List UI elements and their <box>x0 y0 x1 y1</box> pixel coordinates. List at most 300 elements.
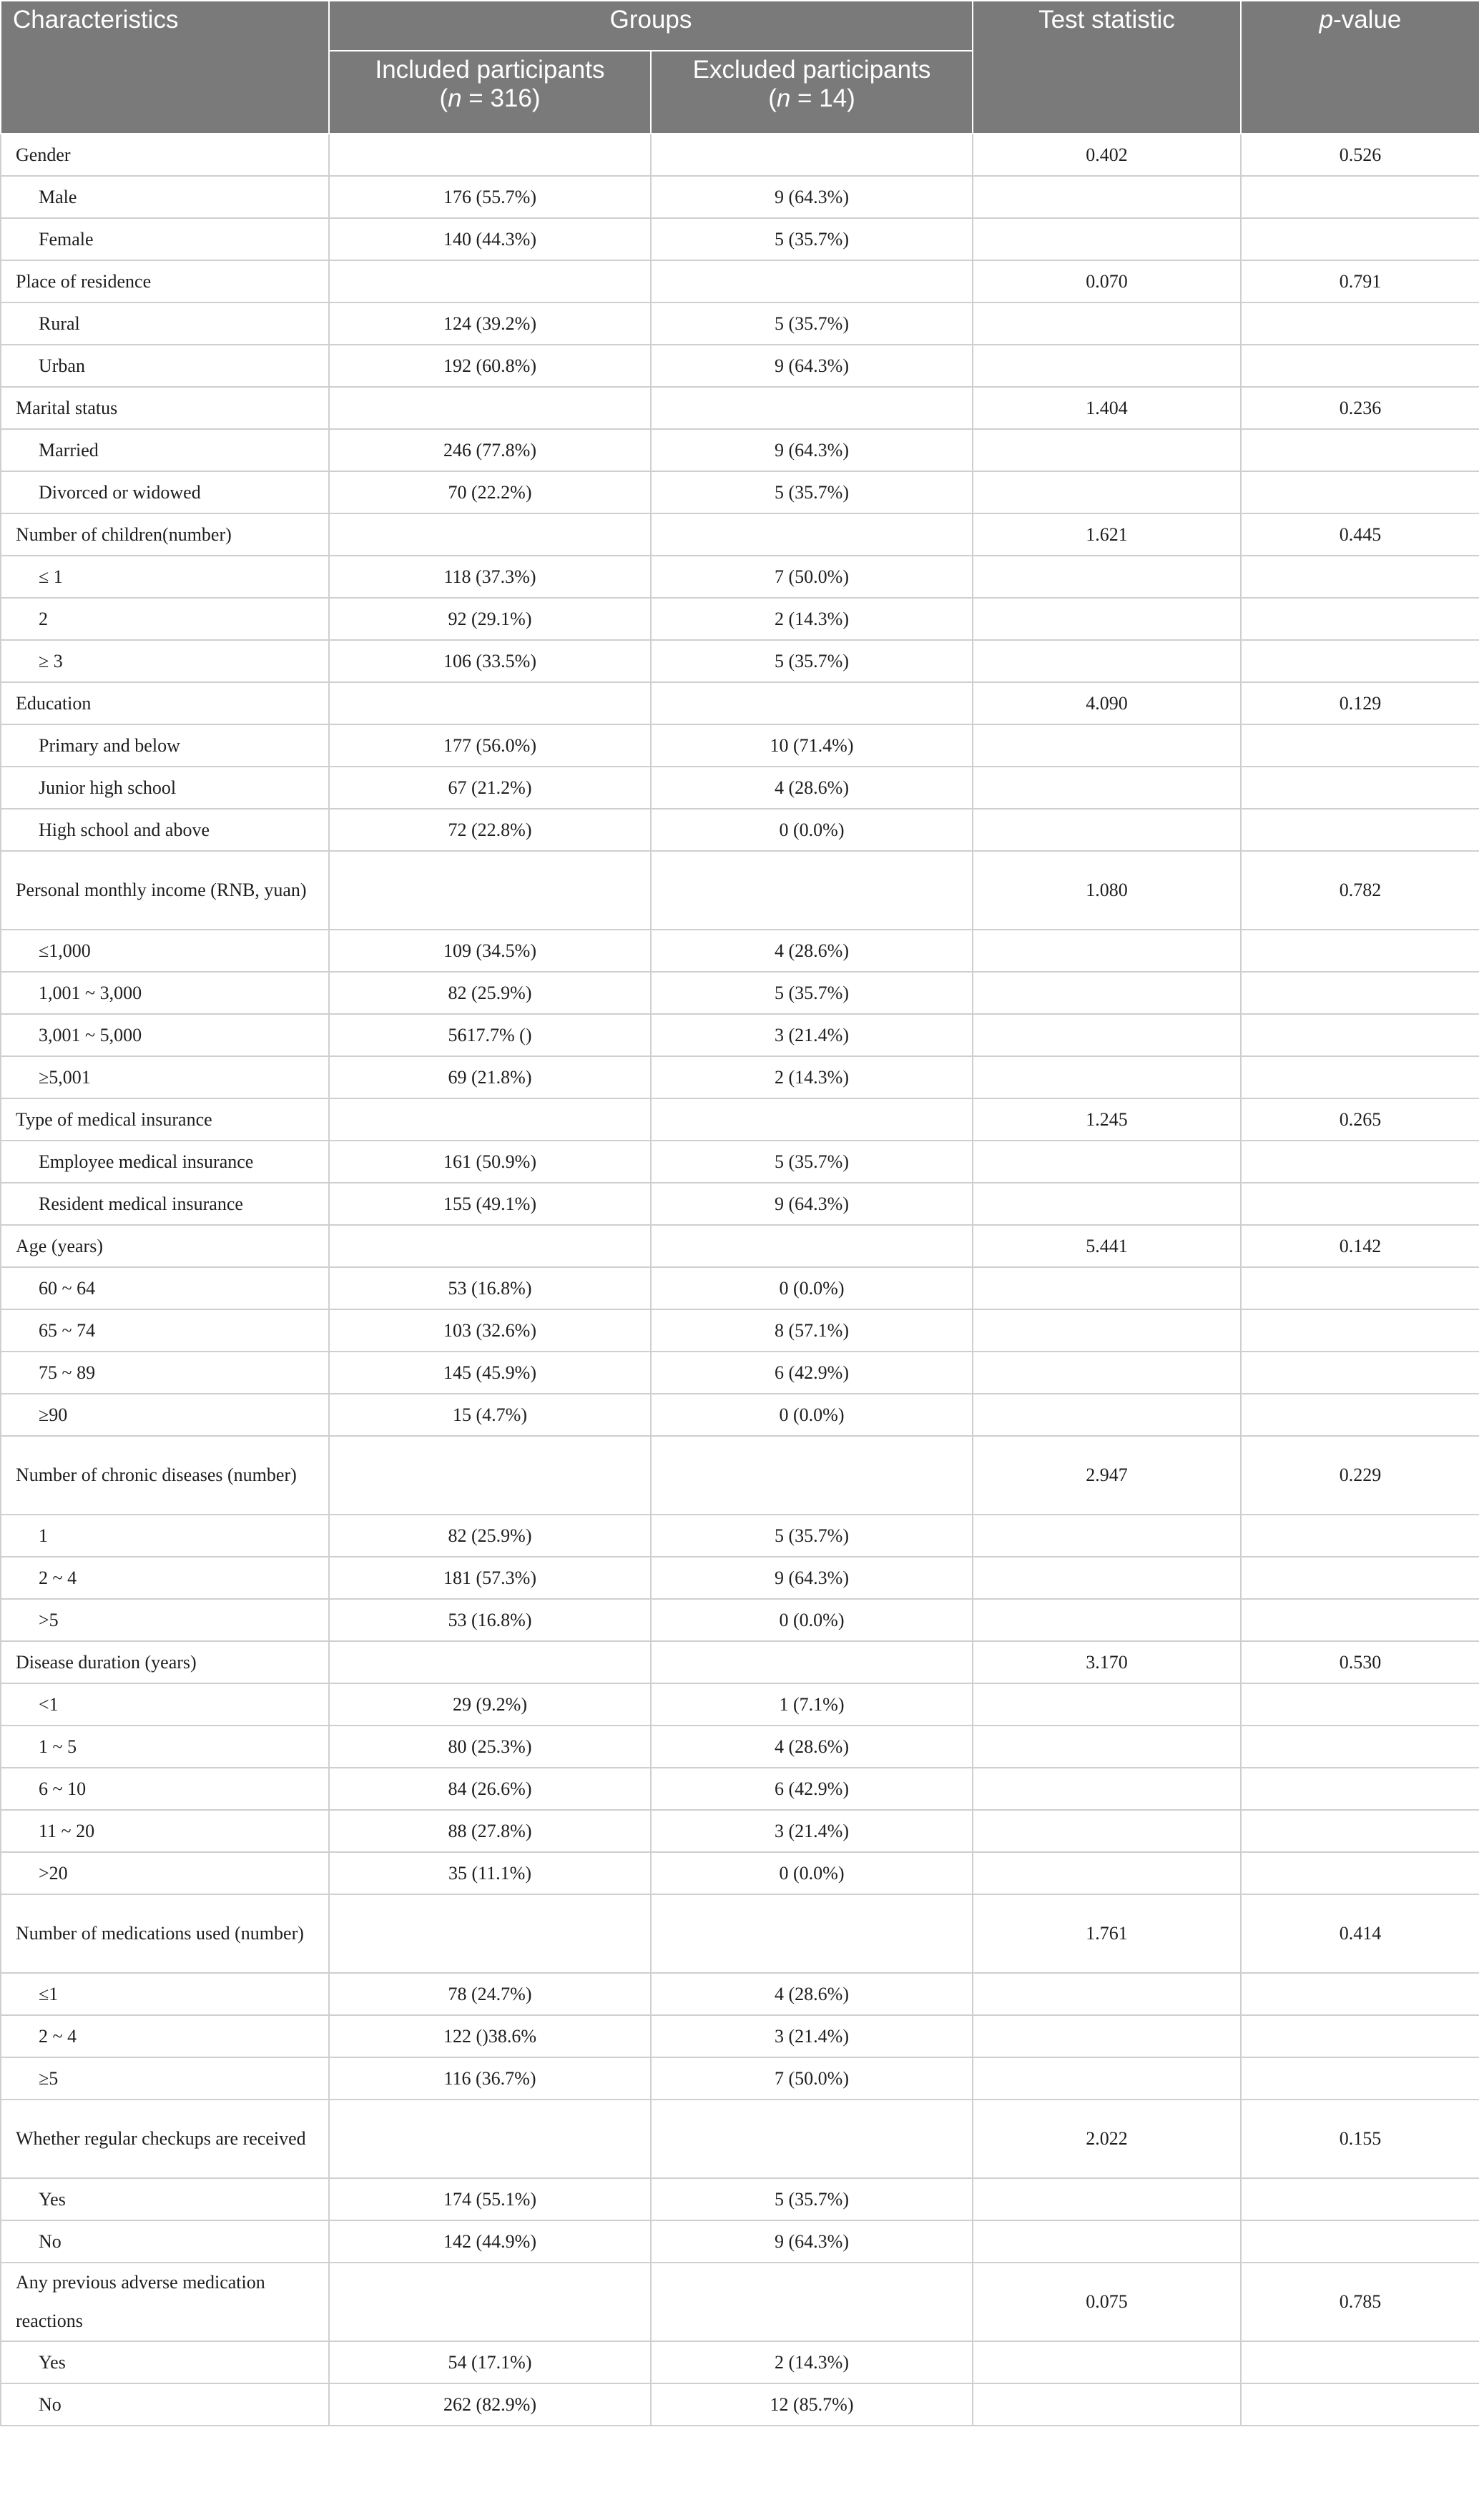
cell-included: 177 (56.0%) <box>329 724 651 767</box>
cell-excluded <box>651 134 973 176</box>
cell-p-value: 0.229 <box>1241 1436 1479 1515</box>
cell-p-value <box>1241 1683 1479 1726</box>
cell-excluded: 0 (0.0%) <box>651 1852 973 1894</box>
cell-test-statistic <box>973 302 1241 345</box>
cell-p-value <box>1241 809 1479 851</box>
table-row-level <box>1 1810 1479 1852</box>
cell-excluded: 3 (21.4%) <box>651 1014 973 1056</box>
cell-excluded: 9 (64.3%) <box>651 1183 973 1225</box>
cell-included: 54 (17.1%) <box>329 2341 651 2383</box>
cell-characteristic: Married <box>1 429 329 471</box>
table-row-characteristic <box>1 2263 1479 2341</box>
cell-p-value: 0.791 <box>1241 260 1479 302</box>
table-row-level <box>1 1352 1479 1394</box>
cell-test-statistic <box>973 1973 1241 2015</box>
cell-characteristic: Divorced or widowed <box>1 471 329 513</box>
cell-p-value: 0.782 <box>1241 851 1479 930</box>
cell-p-value <box>1241 1852 1479 1894</box>
cell-characteristic: Gender <box>1 134 329 176</box>
cell-included: 72 (22.8%) <box>329 809 651 851</box>
cell-characteristic: 60 ~ 64 <box>1 1267 329 1309</box>
table-row-level <box>1 1973 1479 2015</box>
cell-included: 53 (16.8%) <box>329 1267 651 1309</box>
header-included-n: (n = 316) <box>439 84 541 112</box>
cell-included: 35 (11.1%) <box>329 1852 651 1894</box>
cell-p-value <box>1241 1141 1479 1183</box>
cell-test-statistic: 0.070 <box>973 260 1241 302</box>
cell-included: 262 (82.9%) <box>329 2383 651 2426</box>
cell-included: 140 (44.3%) <box>329 218 651 260</box>
cell-test-statistic <box>973 1557 1241 1599</box>
cell-included: 53 (16.8%) <box>329 1599 651 1641</box>
cell-test-statistic <box>973 1183 1241 1225</box>
cell-test-statistic <box>973 1352 1241 1394</box>
cell-test-statistic <box>973 1768 1241 1810</box>
cell-characteristic: High school and above <box>1 809 329 851</box>
cell-p-value <box>1241 930 1479 972</box>
cell-included <box>329 2263 651 2341</box>
table-body <box>1 134 1479 2426</box>
cell-p-value <box>1241 1014 1479 1056</box>
cell-characteristic: 6 ~ 10 <box>1 1768 329 1810</box>
cell-p-value <box>1241 1768 1479 1810</box>
cell-characteristic: Junior high school <box>1 767 329 809</box>
table-row-level <box>1 809 1479 851</box>
cell-included: 92 (29.1%) <box>329 598 651 640</box>
cell-p-value <box>1241 2057 1479 2100</box>
cell-test-statistic <box>973 1683 1241 1726</box>
cell-excluded: 7 (50.0%) <box>651 2057 973 2100</box>
cell-test-statistic: 1.404 <box>973 387 1241 429</box>
cell-included: 192 (60.8%) <box>329 345 651 387</box>
cell-p-value <box>1241 2015 1479 2057</box>
cell-test-statistic: 0.402 <box>973 134 1241 176</box>
cell-p-value <box>1241 1394 1479 1436</box>
cell-characteristic: Yes <box>1 2178 329 2220</box>
cell-included: 67 (21.2%) <box>329 767 651 809</box>
cell-test-statistic <box>973 556 1241 598</box>
table-row-level <box>1 2341 1479 2383</box>
cell-p-value <box>1241 1973 1479 2015</box>
cell-excluded <box>651 260 973 302</box>
cell-p-value <box>1241 1183 1479 1225</box>
p-value-suffix: -value <box>1333 6 1402 34</box>
table-row-characteristic <box>1 1098 1479 1141</box>
cell-p-value <box>1241 1810 1479 1852</box>
cell-test-statistic <box>973 345 1241 387</box>
cell-excluded: 0 (0.0%) <box>651 1599 973 1641</box>
cell-characteristic: ≥5 <box>1 2057 329 2100</box>
cell-p-value: 0.530 <box>1241 1641 1479 1683</box>
cell-excluded: 5 (35.7%) <box>651 1141 973 1183</box>
cell-p-value <box>1241 2341 1479 2383</box>
cell-characteristic: No <box>1 2383 329 2426</box>
header-excluded <box>651 51 973 134</box>
cell-test-statistic <box>973 2341 1241 2383</box>
cell-included <box>329 387 651 429</box>
cell-included: 70 (22.2%) <box>329 471 651 513</box>
table-row-level <box>1 598 1479 640</box>
table-row-level <box>1 1056 1479 1098</box>
cell-characteristic: ≥ 3 <box>1 640 329 682</box>
cell-p-value <box>1241 767 1479 809</box>
cell-excluded: 0 (0.0%) <box>651 1267 973 1309</box>
cell-characteristic: No <box>1 2220 329 2263</box>
table-row-level <box>1 1557 1479 1599</box>
cell-p-value: 0.236 <box>1241 387 1479 429</box>
cell-p-value <box>1241 218 1479 260</box>
cell-characteristic: Type of medical insurance <box>1 1098 329 1141</box>
cell-p-value <box>1241 2383 1479 2426</box>
table-row-level <box>1 1599 1479 1641</box>
table-row-level <box>1 1014 1479 1056</box>
cell-excluded: 12 (85.7%) <box>651 2383 973 2426</box>
cell-included <box>329 682 651 724</box>
cell-p-value <box>1241 1599 1479 1641</box>
cell-included <box>329 134 651 176</box>
cell-included: 122 ()38.6% <box>329 2015 651 2057</box>
cell-characteristic: 65 ~ 74 <box>1 1309 329 1352</box>
cell-test-statistic <box>973 724 1241 767</box>
cell-excluded: 9 (64.3%) <box>651 1557 973 1599</box>
cell-excluded: 2 (14.3%) <box>651 1056 973 1098</box>
cell-test-statistic <box>973 1394 1241 1436</box>
cell-characteristic: Whether regular checkups are received <box>1 2100 329 2178</box>
cell-characteristic: Urban <box>1 345 329 387</box>
p-italic: p <box>1319 6 1334 34</box>
cell-characteristic: Number of medications used (number) <box>1 1894 329 1973</box>
cell-excluded: 4 (28.6%) <box>651 930 973 972</box>
cell-characteristic: <1 <box>1 1683 329 1726</box>
cell-included: 176 (55.7%) <box>329 176 651 218</box>
cell-p-value: 0.142 <box>1241 1225 1479 1267</box>
cell-characteristic: Place of residence <box>1 260 329 302</box>
cell-test-statistic <box>973 972 1241 1014</box>
table-row-level <box>1 218 1479 260</box>
cell-included: 118 (37.3%) <box>329 556 651 598</box>
table-row-level <box>1 1141 1479 1183</box>
table-row-level <box>1 471 1479 513</box>
cell-characteristic: 2 ~ 4 <box>1 1557 329 1599</box>
table-row-characteristic <box>1 134 1479 176</box>
cell-excluded: 9 (64.3%) <box>651 429 973 471</box>
cell-included <box>329 851 651 930</box>
cell-characteristic: Rural <box>1 302 329 345</box>
cell-included: 15 (4.7%) <box>329 1394 651 1436</box>
cell-included: 82 (25.9%) <box>329 972 651 1014</box>
cell-excluded: 2 (14.3%) <box>651 598 973 640</box>
cell-test-statistic <box>973 1309 1241 1352</box>
cell-p-value <box>1241 471 1479 513</box>
cell-test-statistic: 1.621 <box>973 513 1241 556</box>
table-row-characteristic <box>1 682 1479 724</box>
cell-characteristic: ≤1,000 <box>1 930 329 972</box>
cell-excluded: 4 (28.6%) <box>651 1973 973 2015</box>
cell-test-statistic <box>973 1515 1241 1557</box>
table-row-characteristic <box>1 1641 1479 1683</box>
cell-test-statistic <box>973 429 1241 471</box>
table-row-level <box>1 2383 1479 2426</box>
cell-excluded <box>651 1225 973 1267</box>
cell-characteristic: Male <box>1 176 329 218</box>
cell-included: 5617.7% () <box>329 1014 651 1056</box>
cell-excluded: 3 (21.4%) <box>651 1810 973 1852</box>
cell-characteristic: Disease duration (years) <box>1 1641 329 1683</box>
cell-characteristic: 75 ~ 89 <box>1 1352 329 1394</box>
cell-test-statistic <box>973 930 1241 972</box>
cell-included: 82 (25.9%) <box>329 1515 651 1557</box>
cell-excluded: 5 (35.7%) <box>651 471 973 513</box>
cell-characteristic: Primary and below <box>1 724 329 767</box>
cell-p-value: 0.526 <box>1241 134 1479 176</box>
cell-excluded: 5 (35.7%) <box>651 640 973 682</box>
cell-p-value: 0.265 <box>1241 1098 1479 1141</box>
cell-included <box>329 513 651 556</box>
cell-p-value <box>1241 1056 1479 1098</box>
cell-included <box>329 260 651 302</box>
cell-characteristic: 11 ~ 20 <box>1 1810 329 1852</box>
table-row-level <box>1 930 1479 972</box>
cell-characteristic: Resident medical insurance <box>1 1183 329 1225</box>
table-row-characteristic <box>1 513 1479 556</box>
table-row-level <box>1 972 1479 1014</box>
cell-p-value <box>1241 2220 1479 2263</box>
cell-p-value: 0.414 <box>1241 1894 1479 1973</box>
cell-included: 161 (50.9%) <box>329 1141 651 1183</box>
cell-included: 155 (49.1%) <box>329 1183 651 1225</box>
cell-test-statistic <box>973 640 1241 682</box>
table-row-level <box>1 1683 1479 1726</box>
cell-test-statistic <box>973 2220 1241 2263</box>
header-included-label: Included participants <box>375 56 605 84</box>
cell-characteristic: Personal monthly income (RNB, yuan) <box>1 851 329 930</box>
cell-test-statistic <box>973 1141 1241 1183</box>
header-included <box>329 51 651 134</box>
cell-excluded <box>651 1098 973 1141</box>
header-groups: Groups <box>329 1 973 51</box>
table-row-level <box>1 176 1479 218</box>
table-row-level <box>1 1852 1479 1894</box>
cell-p-value <box>1241 2178 1479 2220</box>
cell-test-statistic <box>973 1056 1241 1098</box>
cell-p-value <box>1241 1515 1479 1557</box>
table-row-level <box>1 429 1479 471</box>
cell-test-statistic <box>973 1599 1241 1641</box>
table-row-level <box>1 302 1479 345</box>
cell-p-value <box>1241 429 1479 471</box>
cell-test-statistic: 1.245 <box>973 1098 1241 1141</box>
cell-p-value: 0.155 <box>1241 2100 1479 2178</box>
table-row-characteristic <box>1 1225 1479 1267</box>
cell-included: 78 (24.7%) <box>329 1973 651 2015</box>
cell-test-statistic <box>973 2383 1241 2426</box>
cell-p-value: 0.129 <box>1241 682 1479 724</box>
cell-excluded: 2 (14.3%) <box>651 2341 973 2383</box>
table-row-level <box>1 556 1479 598</box>
cell-p-value <box>1241 1557 1479 1599</box>
cell-test-statistic <box>973 2015 1241 2057</box>
table-row-level <box>1 2220 1479 2263</box>
cell-excluded: 4 (28.6%) <box>651 1726 973 1768</box>
cell-excluded: 9 (64.3%) <box>651 2220 973 2263</box>
cell-excluded <box>651 2263 973 2341</box>
cell-excluded: 6 (42.9%) <box>651 1768 973 1810</box>
cell-test-statistic <box>973 176 1241 218</box>
cell-included: 103 (32.6%) <box>329 1309 651 1352</box>
cell-included: 174 (55.1%) <box>329 2178 651 2220</box>
cell-test-statistic: 1.080 <box>973 851 1241 930</box>
cell-p-value <box>1241 1309 1479 1352</box>
cell-characteristic: 3,001 ~ 5,000 <box>1 1014 329 1056</box>
table-row-level <box>1 640 1479 682</box>
cell-excluded: 8 (57.1%) <box>651 1309 973 1352</box>
cell-test-statistic <box>973 767 1241 809</box>
cell-characteristic: Yes <box>1 2341 329 2383</box>
header-excluded-label: Excluded participants <box>692 56 931 84</box>
cell-characteristic: 1,001 ~ 3,000 <box>1 972 329 1014</box>
cell-p-value <box>1241 176 1479 218</box>
cell-p-value: 0.785 <box>1241 2263 1479 2341</box>
cell-excluded: 9 (64.3%) <box>651 345 973 387</box>
cell-included: 84 (26.6%) <box>329 1768 651 1810</box>
cell-included: 69 (21.8%) <box>329 1056 651 1098</box>
header-test-statistic: Test statistic <box>973 1 1241 134</box>
table-row-level <box>1 2057 1479 2100</box>
cell-characteristic: Age (years) <box>1 1225 329 1267</box>
cell-included: 246 (77.8%) <box>329 429 651 471</box>
cell-excluded: 7 (50.0%) <box>651 556 973 598</box>
cell-test-statistic: 4.090 <box>973 682 1241 724</box>
cell-excluded <box>651 1894 973 1973</box>
table-row-level <box>1 1515 1479 1557</box>
cell-characteristic: ≤1 <box>1 1973 329 2015</box>
cell-test-statistic <box>973 2057 1241 2100</box>
table-row-characteristic <box>1 387 1479 429</box>
header-row-1 <box>1 1 1479 51</box>
cell-included <box>329 2100 651 2178</box>
cell-test-statistic <box>973 1726 1241 1768</box>
n-italic: n <box>776 84 791 112</box>
table-row-level <box>1 1183 1479 1225</box>
cell-p-value <box>1241 556 1479 598</box>
cell-test-statistic: 1.761 <box>973 1894 1241 1973</box>
table-row-level <box>1 1394 1479 1436</box>
cell-p-value <box>1241 302 1479 345</box>
cell-excluded: 5 (35.7%) <box>651 302 973 345</box>
cell-characteristic: 1 ~ 5 <box>1 1726 329 1768</box>
cell-excluded: 5 (35.7%) <box>651 2178 973 2220</box>
cell-included: 106 (33.5%) <box>329 640 651 682</box>
cell-excluded <box>651 1641 973 1683</box>
cell-p-value <box>1241 598 1479 640</box>
cell-included: 116 (36.7%) <box>329 2057 651 2100</box>
cell-characteristic: Employee medical insurance <box>1 1141 329 1183</box>
table-row-characteristic <box>1 2100 1479 2178</box>
cell-characteristic: >5 <box>1 1599 329 1641</box>
cell-characteristic: 2 ~ 4 <box>1 2015 329 2057</box>
cell-p-value <box>1241 640 1479 682</box>
table-row-level <box>1 345 1479 387</box>
table-row-characteristic <box>1 1894 1479 1973</box>
cell-included: 124 (39.2%) <box>329 302 651 345</box>
cell-p-value <box>1241 345 1479 387</box>
cell-p-value <box>1241 972 1479 1014</box>
cell-test-statistic <box>973 598 1241 640</box>
cell-p-value <box>1241 724 1479 767</box>
cell-included <box>329 1894 651 1973</box>
cell-included <box>329 1225 651 1267</box>
cell-characteristic: 2 <box>1 598 329 640</box>
table-row-level <box>1 767 1479 809</box>
cell-included: 181 (57.3%) <box>329 1557 651 1599</box>
cell-test-statistic <box>973 2178 1241 2220</box>
cell-test-statistic: 3.170 <box>973 1641 1241 1683</box>
table-row-characteristic <box>1 1436 1479 1515</box>
cell-test-statistic: 2.022 <box>973 2100 1241 2178</box>
cell-test-statistic <box>973 1014 1241 1056</box>
cell-test-statistic <box>973 1267 1241 1309</box>
cell-characteristic: Any previous adverse medication reactions <box>1 2263 329 2341</box>
cell-p-value <box>1241 1352 1479 1394</box>
cell-excluded: 0 (0.0%) <box>651 809 973 851</box>
table-row-level <box>1 1267 1479 1309</box>
cell-included: 88 (27.8%) <box>329 1810 651 1852</box>
cell-test-statistic <box>973 1810 1241 1852</box>
cell-excluded: 5 (35.7%) <box>651 218 973 260</box>
cell-included: 142 (44.9%) <box>329 2220 651 2263</box>
cell-p-value: 0.445 <box>1241 513 1479 556</box>
cell-excluded: 9 (64.3%) <box>651 176 973 218</box>
cell-excluded: 5 (35.7%) <box>651 1515 973 1557</box>
cell-characteristic: Female <box>1 218 329 260</box>
cell-excluded <box>651 851 973 930</box>
cell-excluded: 10 (71.4%) <box>651 724 973 767</box>
cell-characteristic: ≤ 1 <box>1 556 329 598</box>
header-excluded-n: (n = 14) <box>768 84 855 112</box>
cell-test-statistic <box>973 809 1241 851</box>
table-header <box>1 1 1479 134</box>
cell-excluded: 4 (28.6%) <box>651 767 973 809</box>
table-row-characteristic <box>1 260 1479 302</box>
cell-test-statistic <box>973 471 1241 513</box>
cell-test-statistic <box>973 218 1241 260</box>
cell-test-statistic: 5.441 <box>973 1225 1241 1267</box>
cell-included: 145 (45.9%) <box>329 1352 651 1394</box>
cell-characteristic: ≥5,001 <box>1 1056 329 1098</box>
cell-excluded <box>651 387 973 429</box>
n-italic: n <box>448 84 462 112</box>
cell-p-value <box>1241 1726 1479 1768</box>
table-row-level <box>1 1768 1479 1810</box>
cell-characteristic: ≥90 <box>1 1394 329 1436</box>
table-row-characteristic <box>1 851 1479 930</box>
cell-characteristic: Number of chronic diseases (number) <box>1 1436 329 1515</box>
cell-characteristic: >20 <box>1 1852 329 1894</box>
table-row-level <box>1 724 1479 767</box>
cell-included: 80 (25.3%) <box>329 1726 651 1768</box>
cell-test-statistic: 0.075 <box>973 2263 1241 2341</box>
cell-included: 29 (9.2%) <box>329 1683 651 1726</box>
cell-characteristic: Number of children(number) <box>1 513 329 556</box>
cell-excluded: 5 (35.7%) <box>651 972 973 1014</box>
cell-test-statistic: 2.947 <box>973 1436 1241 1515</box>
cell-characteristic: Education <box>1 682 329 724</box>
cell-included <box>329 1641 651 1683</box>
cell-included: 109 (34.5%) <box>329 930 651 972</box>
cell-excluded: 6 (42.9%) <box>651 1352 973 1394</box>
cell-test-statistic <box>973 1852 1241 1894</box>
cell-excluded <box>651 1436 973 1515</box>
